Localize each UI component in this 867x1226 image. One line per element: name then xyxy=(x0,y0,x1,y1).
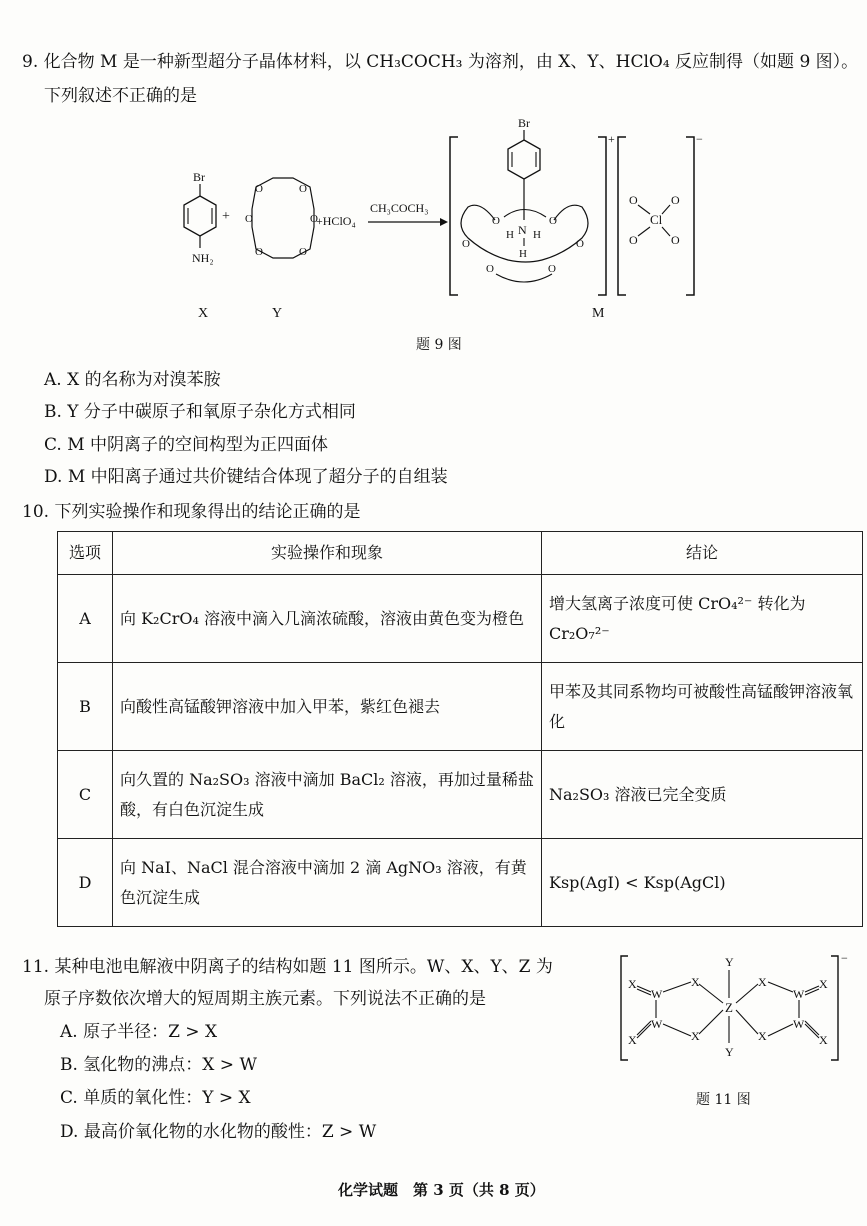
q10-table xyxy=(57,531,863,927)
row-conclusion: 增大氢离子浓度可使 CrO₄²⁻ 转化为 Cr₂O₇²⁻ xyxy=(542,575,863,663)
q9-stem-line1: 9. 化合物 M 是一种新型超分子晶体材料，以 CH₃COCH₃ 为溶剂，由 X、Y、HClO₄ 反应制得（如题 9 图）。 xyxy=(22,52,859,72)
row-option: B xyxy=(58,663,113,751)
table-header-row xyxy=(58,532,863,575)
row-option: A xyxy=(58,575,113,663)
q9-stem-line2: 下列叙述不正确的是 xyxy=(44,86,197,106)
row-conclusion: 甲苯及其同系物均可被酸性高锰酸钾溶液氧化 xyxy=(542,663,863,751)
svg-text:O: O xyxy=(671,233,680,247)
svg-text:Y: Y xyxy=(725,1045,734,1059)
q11-figure-caption: 题 11 图 xyxy=(696,1092,751,1108)
svg-text:X: X xyxy=(628,977,637,991)
svg-text:O: O xyxy=(548,263,556,275)
header-option: 选项 xyxy=(58,532,113,575)
svg-text:O: O xyxy=(492,215,500,227)
q9-option-a: A. X 的名称为对溴苯胺 xyxy=(44,370,221,390)
plus-sign: + xyxy=(222,209,230,224)
q9-option-c: C. M 中阴离子的空间构型为正四面体 xyxy=(44,435,329,455)
q9-option-d: D. M 中阳离子通过共价键结合体现了超分子的自组装 xyxy=(44,467,448,487)
svg-text:X: X xyxy=(628,1033,637,1047)
q11-figure xyxy=(615,948,855,1070)
svg-text:O: O xyxy=(255,246,263,258)
q11-charge: − xyxy=(841,951,848,965)
svg-text:O: O xyxy=(486,263,494,275)
table-row xyxy=(58,839,863,927)
x-nh2: NH₂ xyxy=(192,251,214,265)
svg-text:O: O xyxy=(299,246,307,258)
svg-text:O: O xyxy=(245,213,253,225)
row-operation: 向久置的 Na₂SO₃ 溶液中滴加 BaCl₂ 溶液，再加过量稀盐酸，有白色沉淀生成 xyxy=(113,751,542,839)
x-br: Br xyxy=(193,170,205,184)
svg-text:O: O xyxy=(462,238,470,250)
row-operation: 向 K₂CrO₄ 溶液中滴入几滴浓硫酸，溶液由黄色变为橙色 xyxy=(113,575,542,663)
svg-text:O: O xyxy=(299,183,307,195)
svg-text:O: O xyxy=(310,213,318,225)
svg-text:O: O xyxy=(549,215,557,227)
svg-text:X: X xyxy=(819,977,828,991)
svg-text:O: O xyxy=(629,233,638,247)
q11-stem-line1: 11. 某种电池电解液中阴离子的结构如题 11 图所示。W、X、Y、Z 为 xyxy=(22,957,553,977)
m-label: M xyxy=(592,306,605,321)
svg-text:X: X xyxy=(758,975,767,989)
svg-text:W: W xyxy=(793,987,805,1001)
table-row xyxy=(58,751,863,839)
svg-text:H: H xyxy=(533,229,541,241)
svg-text:Br: Br xyxy=(518,116,530,130)
page-footer: 化学试题 第 3 页（共 8 页） xyxy=(338,1181,545,1199)
anion-charge: − xyxy=(696,132,703,146)
row-option: D xyxy=(58,839,113,927)
solvent-label: CH₃COCH₃ xyxy=(370,201,429,215)
y-label: Y xyxy=(272,306,283,321)
svg-text:O: O xyxy=(255,183,263,195)
q11-option-a: A. 原子半径：Z > X xyxy=(60,1022,218,1042)
m-nitrogen: N xyxy=(518,223,527,237)
row-conclusion: Na₂SO₃ 溶液已完全变质 xyxy=(542,751,863,839)
chlorine: Cl xyxy=(650,212,663,227)
q11-option-d: D. 最高价氧化物的水化物的酸性：Z > W xyxy=(60,1122,377,1142)
reagent: +HClO₄ xyxy=(316,214,356,228)
table-row xyxy=(58,575,863,663)
q11-option-b: B. 氢化物的沸点：X > W xyxy=(60,1055,257,1075)
svg-text:W: W xyxy=(793,1017,805,1031)
row-option: C xyxy=(58,751,113,839)
row-operation: 向酸性高锰酸钾溶液中加入甲苯，紫红色褪去 xyxy=(113,663,542,751)
header-operation: 实验操作和现象 xyxy=(113,532,542,575)
svg-text:O: O xyxy=(576,238,584,250)
svg-text:Y: Y xyxy=(725,955,734,969)
m-benzene-ring xyxy=(508,140,540,179)
svg-text:Z: Z xyxy=(725,1000,733,1015)
table-row xyxy=(58,663,863,751)
x-benzene-ring xyxy=(184,196,216,236)
cation-charge: + xyxy=(608,132,615,146)
q9-figure xyxy=(150,112,710,327)
q11-option-c: C. 单质的氧化性：Y > X xyxy=(60,1088,251,1108)
svg-text:X: X xyxy=(691,975,700,989)
svg-text:O: O xyxy=(671,193,680,207)
row-conclusion: Ksp(AgI) < Ksp(AgCl) xyxy=(542,839,863,927)
header-conclusion: 结论 xyxy=(542,532,863,575)
svg-text:X: X xyxy=(691,1029,700,1043)
svg-text:H: H xyxy=(519,248,527,260)
row-operation: 向 NaI、NaCl 混合溶液中滴加 2 滴 AgNO₃ 溶液，有黄色沉淀生成 xyxy=(113,839,542,927)
svg-text:X: X xyxy=(758,1029,767,1043)
q9-option-b: B. Y 分子中碳原子和氧原子杂化方式相同 xyxy=(44,402,356,422)
x-label: X xyxy=(198,306,209,321)
svg-text:W: W xyxy=(651,987,663,1001)
q10-stem: 10. 下列实验操作和现象得出的结论正确的是 xyxy=(22,502,361,522)
svg-text:H: H xyxy=(506,229,514,241)
svg-text:O: O xyxy=(629,193,638,207)
svg-text:X: X xyxy=(819,1033,828,1047)
q11-stem-line2: 原子序数依次增大的短周期主族元素。下列说法不正确的是 xyxy=(44,989,486,1009)
q9-figure-caption: 题 9 图 xyxy=(416,337,462,353)
svg-text:W: W xyxy=(651,1017,663,1031)
